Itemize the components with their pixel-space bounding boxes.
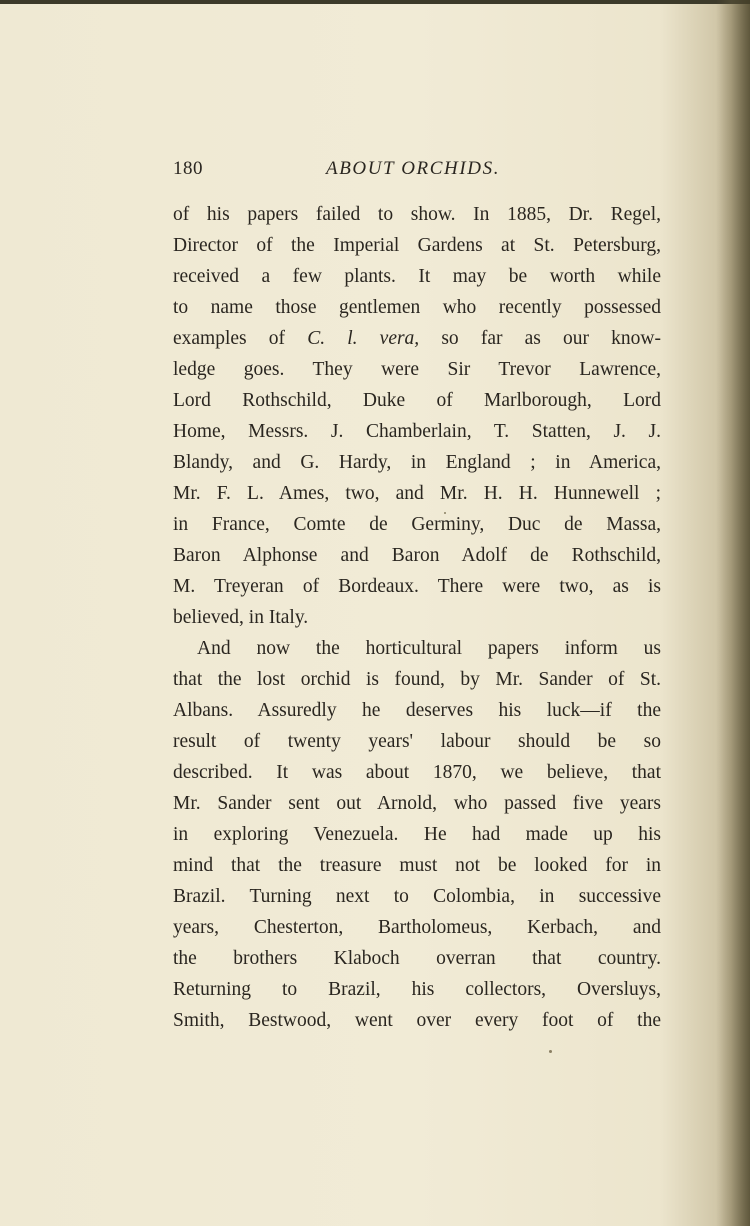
text-line: Mr. F. L. Ames, two, and Mr. H. H. Hunnewell ; [173,483,661,504]
page-number: 180 [173,158,203,179]
page-top-edge [0,0,750,4]
text-line: in exploring Venezuela. He had made up his [173,824,661,845]
running-head [173,158,661,186]
text-line: that the lost orchid is found, by Mr. Sander of St. [173,669,661,690]
text-line: result of twenty years' labour should be so [173,731,661,752]
text-line: Baron Alphonse and Baron Adolf de Rothschild, [173,545,661,566]
body-text [173,199,661,1036]
spine-shadow [716,0,750,1226]
text-line: of his papers failed to show. In 1885, Dr. Regel, [173,204,661,225]
text-line: the brothers Klaboch overran that country. [173,948,661,969]
paper-speck [549,1050,552,1053]
text-line: M. Treyeran of Bordeaux. There were two, as is [173,576,661,597]
text-line: ledge goes. They were Sir Trevor Lawrence, [173,359,661,380]
paper-speck [444,512,446,514]
text-segment: examples of [173,328,308,349]
running-title: ABOUT ORCHIDS. [326,158,501,179]
text-line: Home, Messrs. J. Chamberlain, T. Statten, J. J. [173,421,661,442]
text-line: And now the horticultural papers inform us [197,638,661,659]
species-name: C. l. vera, [307,328,420,349]
text-line: to name those gentlemen who recently possessed [173,297,661,318]
text-line: Brazil. Turning next to Colombia, in successive [173,886,661,907]
text-line: Lord Rothschild, Duke of Marlborough, Lord [173,390,661,411]
text-line: described. It was about 1870, we believe, that [173,762,661,783]
text-line: in France, Comte de Germiny, Duc de Massa, [173,514,661,535]
text-line: mind that the treasure must not be looked for in [173,855,661,876]
text-line [173,323,661,354]
text-line: Albans. Assuredly he deserves his luck—if the [173,700,661,721]
text-line: Smith, Bestwood, went over every foot of the [173,1010,661,1031]
text-line: Director of the Imperial Gardens at St. Petersburg, [173,235,661,256]
text-line: Returning to Brazil, his collectors, Oversluys, [173,979,661,1000]
text-line: believed, in Italy. [173,607,309,628]
text-line: years, Chesterton, Bartholomeus, Kerbach, and [173,917,661,938]
text-line: Mr. Sander sent out Arnold, who passed five years [173,793,661,814]
text-segment: so far as our know- [419,328,661,349]
text-line: received a few plants. It may be worth while [173,266,661,287]
text-line: Blandy, and G. Hardy, in England ; in America, [173,452,661,473]
